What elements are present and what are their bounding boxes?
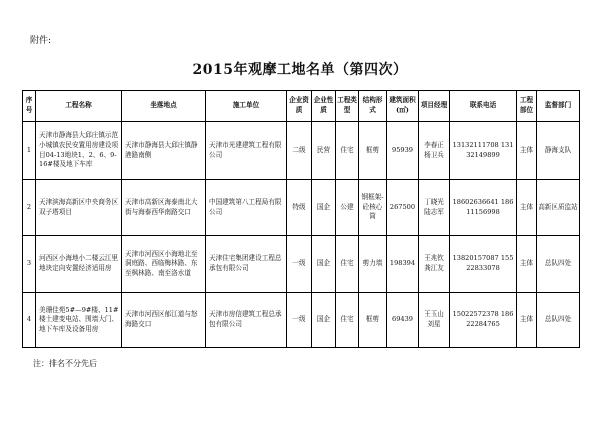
cell-type: 住宅	[336, 293, 359, 348]
cell-qualification: 一级	[287, 236, 312, 293]
header-name: 工程名称	[36, 91, 122, 122]
cell-phone: 13820157087 15522833078	[450, 236, 517, 293]
cell-phone: 13132111708 13132149899	[450, 122, 517, 180]
document-title: 2015年观摩工地名单（第四次）	[192, 62, 408, 78]
cell-area: 198394	[387, 236, 419, 293]
cell-part: 主体	[517, 293, 537, 348]
cell-location: 天津市河西区小海地北至洞庭路、西临梅林路、东至枫林路、南至洛水道	[122, 236, 206, 293]
cell-part: 主体	[517, 180, 537, 236]
cell-part: 主体	[517, 236, 537, 293]
cell-area: 267500	[387, 180, 419, 236]
cell-dept: 高新区质监站	[537, 180, 580, 236]
cell-manager: 王兆钦 龚江友	[419, 236, 450, 293]
cell-nature: 民营	[312, 122, 336, 180]
footnote: 注：排名不分先后	[33, 359, 97, 368]
cell-nature: 国企	[312, 180, 336, 236]
cell-name: 天津市静海县大邱庄镇示范小城镇农民安置用房建设项目04-13地块1、2、6、9-16#楼及地下车库	[36, 122, 122, 180]
header-structure: 结构形式	[359, 91, 387, 122]
cell-manager: 丁晓光 陆志军	[419, 180, 450, 236]
site-list-table	[22, 90, 580, 348]
cell-area: 95939	[387, 122, 419, 180]
cell-manager: 王玉山 刘星	[419, 293, 450, 348]
cell-dept: 总队四处	[537, 293, 580, 348]
header-area: 建筑面积(㎡)	[387, 91, 419, 122]
cell-unit: 天津市房信建筑工程总承包有限公司	[206, 293, 287, 348]
cell-structure: 框剪	[359, 122, 387, 180]
cell-location: 天津市静海县大邱庄镇静港路南侧	[122, 122, 206, 180]
cell-phone: 18602636641 18611156998	[450, 180, 517, 236]
header-seq: 序号	[23, 91, 36, 122]
cell-type: 住宅	[336, 236, 359, 293]
header-part: 工程部位	[517, 91, 537, 122]
cell-unit: 天津市光建建筑工程有限公司	[206, 122, 287, 180]
header-row	[23, 91, 580, 122]
cell-structure: 框剪	[359, 293, 387, 348]
cell-location: 天津市河西区郁江道与怒海路交口	[122, 293, 206, 348]
cell-unit: 天津住宅集团建设工程总承包有限公司	[206, 236, 287, 293]
table-row	[23, 293, 580, 348]
header-dept: 监督部门	[537, 91, 580, 122]
header-manager: 项目经理	[419, 91, 450, 122]
cell-structure: 钢框架-砼核心筒	[359, 180, 387, 236]
cell-unit: 中国建筑第八工程局有限公司	[206, 180, 287, 236]
cell-seq: 3	[23, 236, 36, 293]
cell-part: 主体	[517, 122, 537, 180]
cell-area: 69439	[387, 293, 419, 348]
cell-phone: 15022572378 18622284765	[450, 293, 517, 348]
header-qualification: 企业资质	[287, 91, 312, 122]
cell-qualification: 二级	[287, 122, 312, 180]
cell-qualification: 一级	[287, 293, 312, 348]
cell-name: 美珊佳苑5#—9#楼、11#楼土建变电站、围墙大门、地下车库及设备用房	[36, 293, 122, 348]
cell-qualification: 特级	[287, 180, 312, 236]
cell-nature: 国企	[312, 293, 336, 348]
header-type: 工程类型	[336, 91, 359, 122]
cell-seq: 2	[23, 180, 36, 236]
table-row	[23, 180, 580, 236]
cell-type: 公建	[336, 180, 359, 236]
table-row	[23, 236, 580, 293]
cell-name: 天津滨海高新区中央商务区双子塔项目	[36, 180, 122, 236]
cell-dept: 总队四处	[537, 236, 580, 293]
header-location: 坐落地点	[122, 91, 206, 122]
table-row	[23, 122, 580, 180]
cell-structure: 剪力墙	[359, 236, 387, 293]
cell-dept: 静海支队	[537, 122, 580, 180]
cell-seq: 4	[23, 293, 36, 348]
cell-manager: 李春正 杨卫兵	[419, 122, 450, 180]
cell-seq: 1	[23, 122, 36, 180]
cell-nature: 国企	[312, 236, 336, 293]
header-unit: 施工单位	[206, 91, 287, 122]
header-phone: 联系电话	[450, 91, 517, 122]
cell-type: 住宅	[336, 122, 359, 180]
header-nature: 企业性质	[312, 91, 336, 122]
attachment-label: 附件:	[30, 36, 52, 46]
cell-name: 河西区小海地小二楼云江里地块定向安置经济适用房	[36, 236, 122, 293]
cell-location: 天津市高新区海泰南北大街与海泰西华南路交口	[122, 180, 206, 236]
